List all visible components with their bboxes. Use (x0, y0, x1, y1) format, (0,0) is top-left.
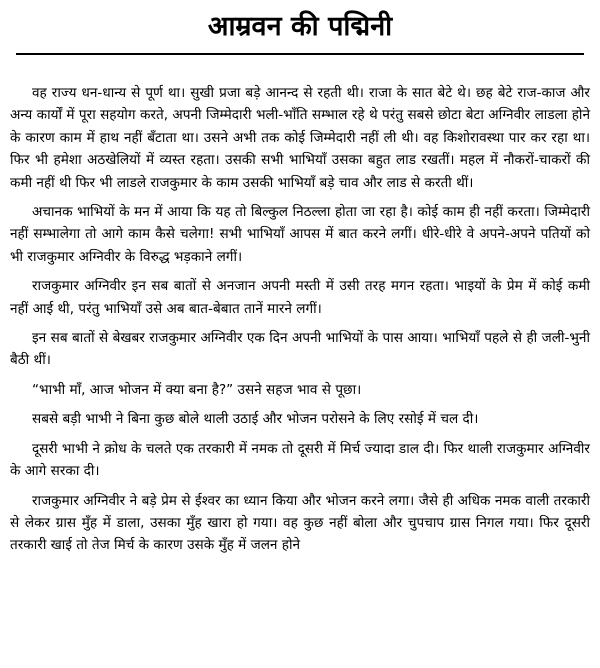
paragraph: अचानक भाभियों के मन में आया कि यह तो बिल्कुल निठल्ला होता जा रहा है। कोई काम ही नहीं करता। जिम्मेदारी नहीं सम्भालेगा तो आगे काम कैसे चलेगा! सभी भाभियाँ आपस में बात करने लगीं। धीरे-धीरे वे अपने-अपने पतियों को भी राजकुमार अग्निवीर के विरुद्ध भड़काने लगीं। (10, 204, 590, 265)
paragraph: वह राज्य धन-धान्य से पूर्ण था। सुखी प्रजा बड़े आनन्द से रहती थी। राजा के सात बेटे थे। छह बेटे राज-काज और अन्य कार्यों में पूरा सहयोग करते, अपनी जिम्मेदारी भली-भाँति सम्भाल रहे थे परंतु सबसे छोटा बेटा अग्निवीर लाडला होने के कारण काम में हाथ नहीं बँटाता था। उसने अभी तक कोई जिम्मेदारी नहीं ली थी। वह किशोरावस्था पार कर रहा था। फिर भी हमेशा अठखेलियों में व्यस्त रहता। उसकी सभी भाभियाँ उसका बहुत लाड रखतीं। महल में नौकरों-चाकरों की कमी नहीं थी फिर भी लाडले राजकुमार के काम उसकी भाभियाँ बड़े चाव और लाड से करती थीं। (10, 85, 590, 191)
title-divider (16, 53, 584, 55)
paragraph: दूसरी भाभी ने क्रोध के चलते एक तरकारी में नमक तो दूसरी में मिर्च ज्यादा डाल दी। फिर थाली राजकुमार अग्निवीर के आगे सरका दी। (10, 440, 590, 480)
paragraph: राजकुमार अग्निवीर ने बड़े प्रेम से ईश्वर का ध्यान किया और भोजन करने लगा। जैसे ही अधिक नमक वाली तरकारी से लेकर ग्रास मुँह में डाला, उसका मुँह खारा हो गया। वह कुछ नहीं बोला और चुपचाप ग्रास निगल गया। फिर दूसरी तरकारी खाई तो तेज मिर्च के कारण उसके मुँह में जलन होने (10, 492, 590, 554)
story-body (10, 82, 590, 557)
paragraph: राजकुमार अग्निवीर इन सब बातों से अनजान अपनी मस्ती में उसी तरह मगन रहता। भाइयों के प्रेम में कोई कमी नहीं आई थी, परंतु भाभियाँ उसे अब बात-बेबात तानें मारने लगीं। (10, 278, 590, 317)
page-title: आम्रवन की पद्मिनी (207, 11, 393, 42)
paragraph: इन सब बातों से बेखबर राजकुमार अग्निवीर एक दिन अपनी भाभियों के पास आया। भाभियाँ पहले से ही जली-भुनी बैठी थीं। (10, 330, 590, 369)
paragraph: सबसे बड़ी भाभी ने बिना कुछ बोले थाली उठाई और भोजन परोसने के लिए रसोई में चल दी। (32, 411, 479, 428)
paragraph: “भाभी माँ, आज भोजन में क्या बना है?” उसने सहज भाव से पूछा। (32, 381, 362, 398)
